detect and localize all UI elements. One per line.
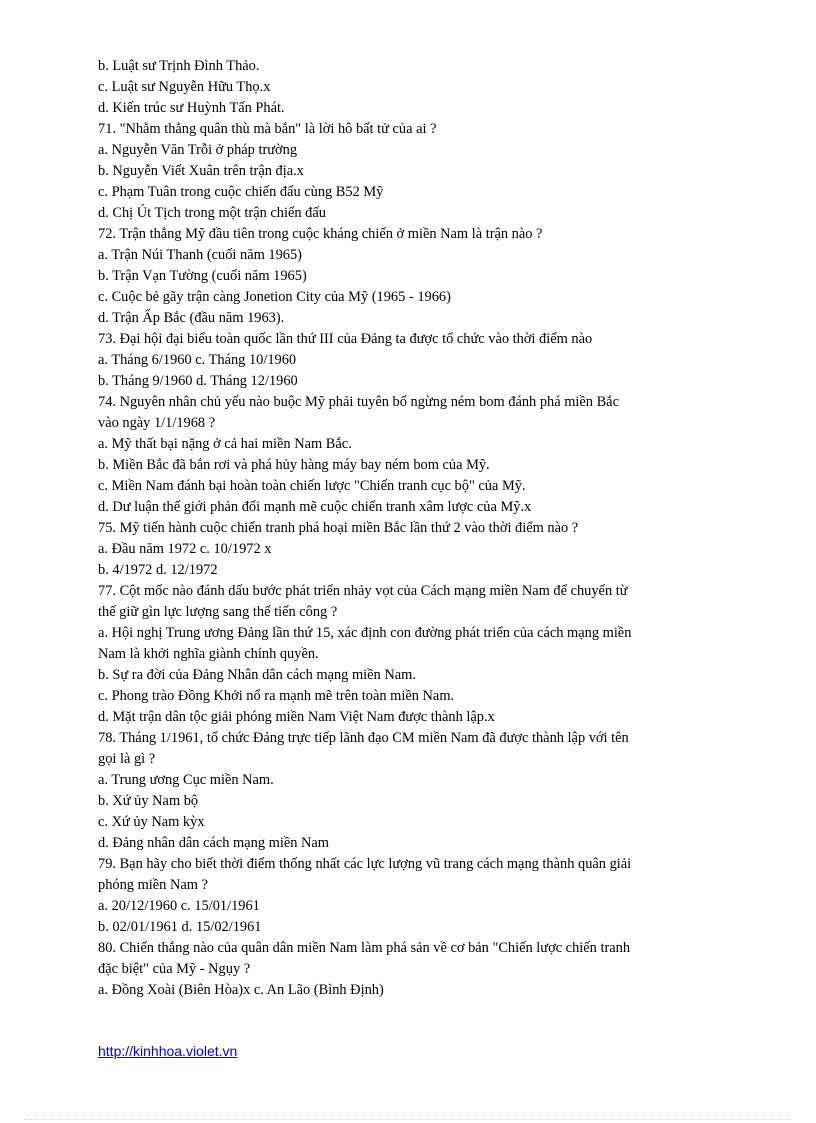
text-line: b. Xứ ủy Nam bộ [98,793,199,809]
text-line: d. Trận Ấp Bắc (đầu năm 1963). [98,310,285,326]
text-line: d. Đảng nhân dân cách mạng miền Nam [98,835,329,851]
text-line: gọi là gì ? [98,751,156,767]
text-line: b. Trận Vạn Tường (cuối năm 1965) [98,268,307,284]
text-line: b. Sự ra đời của Đảng Nhân dân cách mạng miền Nam. [98,667,416,683]
text-line: c. Phong trào Đồng Khởi nổ ra mạnh mẽ trên toàn miền Nam. [98,688,455,704]
text-line: a. 20/12/1960 c. 15/01/1961 [98,898,260,914]
text-line: c. Phạm Tuân trong cuộc chiến đấu cùng B52 Mỹ [98,184,384,200]
text-line: vào ngày 1/1/1968 ? [98,415,216,431]
text-line: a. Đầu năm 1972 c. 10/1972 x [98,541,272,557]
text-line: d. Mặt trận dân tộc giải phóng miền Nam Việt Nam được thành lập.x [98,709,495,725]
text-line: b. Luật sư Trịnh Đình Thảo. [98,58,260,74]
text-line: thế giữ gìn lực lượng sang thế tiến công ? [98,604,338,620]
page-bottom-divider [24,1119,792,1120]
text-line: b. Tháng 9/1960 d. Tháng 12/1960 [98,373,298,389]
document-body [98,56,710,1001]
text-line: đặc biệt" của Mỹ - Ngụy ? [98,961,251,977]
question-71: 71. "Nhằm thẳng quân thù mà bắn" là lời hô bất tử của ai ? [98,121,437,137]
question-72: 72. Trận thắng Mỹ đầu tiên trong cuộc kháng chiến ở miền Nam là trận nào ? [98,226,543,242]
text-line: b. Miền Bắc đã bắn rơi và phá hủy hàng máy bay ném bom của Mỹ. [98,457,490,473]
question-77: 77. Cột mốc nào đánh dấu bước phát triển nhảy vọt của Cách mạng miền Nam để chuyển từ [98,583,628,599]
footer-website-link[interactable]: http://kinhhoa.violet.vn [98,1043,238,1059]
text-line: c. Cuộc bẻ gãy trận càng Jonetion City của Mỹ (1965 - 1966) [98,289,451,305]
text-line: Nam là khởi nghĩa giành chính quyền. [98,646,319,662]
question-80: 80. Chiến thắng nào của quân dân miền Nam làm phá sản về cơ bản "Chiến lược chiến tranh [98,940,631,956]
text-line: c. Xứ ủy Nam kỳx [98,814,205,830]
text-line: a. Trận Núi Thanh (cuối năm 1965) [98,247,302,263]
text-line: a. Trung ương Cục miền Nam. [98,772,274,788]
question-74: 74. Nguyên nhân chủ yếu nào buộc Mỹ phải tuyên bố ngừng ném bom đánh phá miền Bắc [98,394,619,410]
text-line: phóng miền Nam ? [98,877,208,893]
question-78: 78. Tháng 1/1961, tổ chức Đảng trực tiếp lãnh đạo CM miền Nam đã được thành lập với tên [98,730,629,746]
question-73: 73. Đại hội đại biểu toàn quốc lần thứ III của Đảng ta được tổ chức vào thời điểm nào [98,331,593,347]
text-line: a. Hội nghị Trung ương Đảng lần thứ 15, xác định con đường phát triển của cách mạng miền [98,625,632,641]
text-line: d. Dư luận thế giới phản đối mạnh mẽ cuộc chiến tranh xâm lược của Mỹ.x [98,499,532,515]
text-line: c. Luật sư Nguyễn Hữu Thọ.x [98,79,271,95]
text-line: b. Nguyễn Viết Xuân trên trận địa.x [98,163,304,179]
question-75: 75. Mỹ tiến hành cuộc chiến tranh phá hoại miền Bắc lần thứ 2 vào thời điểm nào ? [98,520,579,536]
text-line: d. Kiến trúc sư Huỳnh Tấn Phát. [98,100,285,116]
text-line: b. 02/01/1961 d. 15/02/1961 [98,919,262,935]
text-line: d. Chị Út Tịch trong một trận chiến đấu [98,205,326,221]
text-line: a. Nguyễn Văn Trỗi ở pháp trường [98,142,298,158]
text-line: c. Miền Nam đánh bại hoàn toàn chiến lược "Chiến tranh cục bộ" của Mỹ. [98,478,526,494]
text-line: a. Tháng 6/1960 c. Tháng 10/1960 [98,352,297,368]
text-line: a. Đồng Xoài (Biên Hòa)x c. An Lão (Bình Định) [98,982,384,998]
text-line: a. Mỹ thất bại nặng ở cả hai miền Nam Bắc. [98,436,352,452]
question-79: 79. Bạn hãy cho biết thời điểm thống nhất các lực lượng vũ trang cách mạng thành quân giải [98,856,632,872]
text-line: b. 4/1972 d. 12/1972 [98,562,218,578]
